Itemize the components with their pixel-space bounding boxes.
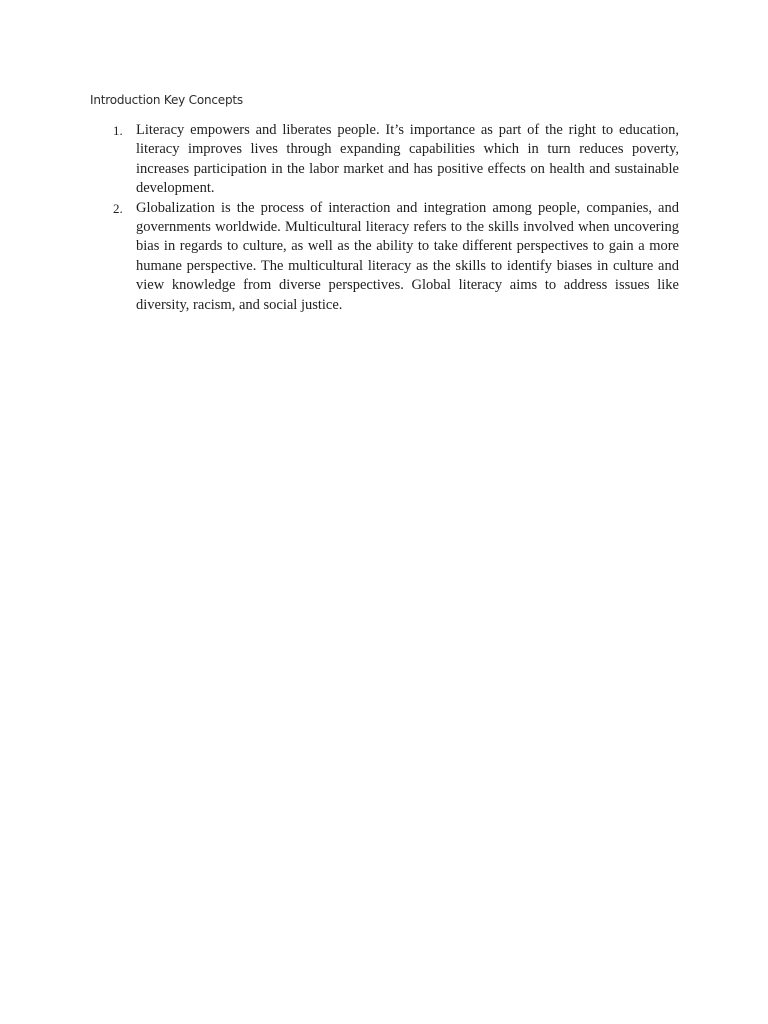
list-item xyxy=(113,121,679,199)
key-concepts-list xyxy=(113,121,679,315)
list-item xyxy=(113,199,679,315)
list-item-number: 1. xyxy=(113,123,123,138)
page-heading: Introduction Key Concepts xyxy=(90,93,243,107)
list-item-text: Globalization is the process of interaction and integration among people, companies, and governments worldwide. Multicultural literacy refers to the skills involved when uncovering bias in regards to culture, as well as the ability to take different perspectives to gain a more humane perspective. The multicultural literacy as the skills to identify biases in culture and view knowledge from diverse perspectives. Global literacy aims to address issues like diversity, racism, and social justice. xyxy=(136,199,679,313)
list-item-text: Literacy empowers and liberates people. It’s importance as part of the right to education, literacy improves lives through expanding capabilities which in turn reduces poverty, increases participation in the labor market and has positive effects on health and sustainable development. xyxy=(136,122,679,197)
list-item-number: 2. xyxy=(113,200,123,216)
